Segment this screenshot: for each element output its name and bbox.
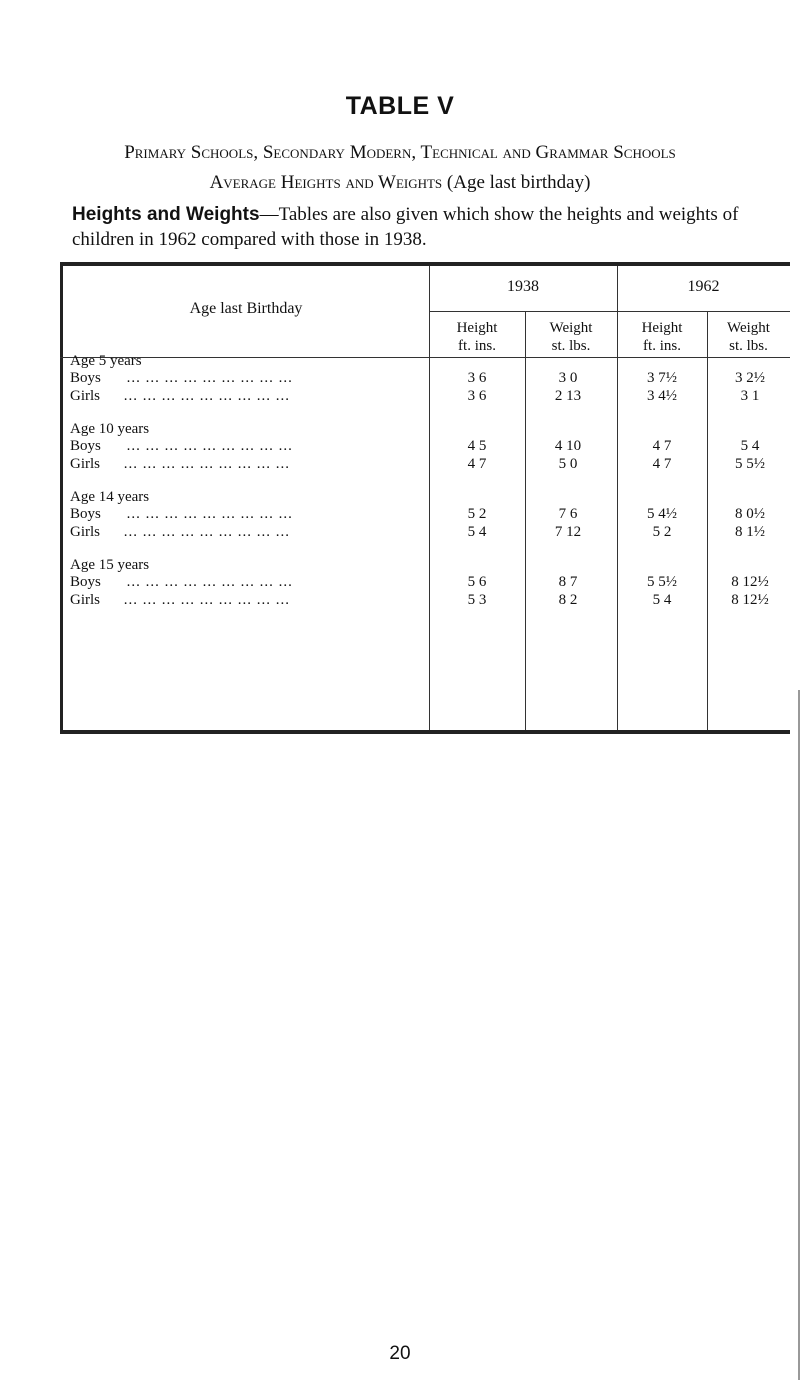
subtitle-averages-main: Average Heights and Weights bbox=[209, 172, 443, 193]
row-label-text: Girls bbox=[70, 592, 100, 608]
subtitle-averages bbox=[0, 172, 800, 194]
weight-1938-header bbox=[525, 319, 617, 355]
intro-body: —Tables are also given which show the heights and weights of children in 1962 compared with those in 1938. bbox=[72, 204, 739, 250]
cell-age10-boys-h1962: 4 7 bbox=[652, 438, 672, 454]
intro-paragraph bbox=[72, 202, 792, 252]
table-bottom-rule bbox=[60, 730, 790, 734]
row-age15-boys bbox=[70, 574, 293, 591]
cell-age14-boys-w1938: 7 6 bbox=[558, 506, 578, 522]
row-label-text: Girls bbox=[70, 456, 100, 472]
cell-age5-boys-w1938: 3 0 bbox=[558, 370, 578, 386]
cell-age15-girls-w1962: 8 12½ bbox=[731, 592, 769, 608]
cell-age5-girls-w1962: 3 1 bbox=[740, 388, 760, 404]
cell-age15-boys-h1962: 5 5½ bbox=[647, 574, 677, 590]
col-divider-1962 bbox=[707, 312, 708, 730]
cell-age10-girls-h1962: 4 7 bbox=[652, 456, 672, 472]
leader-dots: ... ... ... ... ... ... ... ... ... bbox=[123, 388, 290, 404]
cell-age14-girls-h1938: 5 4 bbox=[467, 524, 487, 540]
leader-dots: ... ... ... ... ... ... ... ... ... bbox=[123, 524, 290, 540]
weight-1962-label: Weight bbox=[727, 320, 770, 336]
row-age14-boys bbox=[70, 506, 293, 523]
cell-age10-girls-h1938: 4 7 bbox=[467, 456, 487, 472]
row-label-text: Boys bbox=[70, 438, 101, 454]
height-1962-unit: ft. ins. bbox=[643, 338, 681, 354]
weight-1938-label: Weight bbox=[549, 320, 593, 336]
cell-age14-boys-h1962: 5 4½ bbox=[647, 506, 677, 522]
row-label-text: Girls bbox=[70, 388, 100, 404]
cell-age10-boys-w1962: 5 4 bbox=[740, 438, 760, 454]
cell-age5-boys-h1962: 3 7½ bbox=[647, 370, 677, 386]
cell-age10-girls-w1962: 5 5½ bbox=[735, 456, 765, 472]
row-age10-girls bbox=[70, 456, 290, 473]
year-1962-header: 1962 bbox=[687, 278, 720, 295]
cell-age10-boys-h1938: 4 5 bbox=[467, 438, 487, 454]
row-age5-girls bbox=[70, 388, 290, 405]
header-rule bbox=[60, 357, 790, 358]
height-1938-unit: ft. ins. bbox=[458, 338, 496, 354]
cell-age14-boys-w1962: 8 0½ bbox=[735, 506, 765, 522]
heights-weights-table bbox=[60, 262, 790, 734]
cell-age5-girls-h1938: 3 6 bbox=[467, 388, 487, 404]
row-label-text: Boys bbox=[70, 506, 101, 522]
row-age14-girls bbox=[70, 524, 290, 541]
leader-dots: ... ... ... ... ... ... ... ... ... bbox=[126, 506, 293, 522]
subtitle-age-note: (Age last birthday) bbox=[446, 172, 591, 193]
leader-dots: ... ... ... ... ... ... ... ... ... bbox=[126, 574, 293, 590]
table-title: TABLE V bbox=[345, 92, 455, 120]
row-age5-boys bbox=[70, 370, 293, 387]
page-number: 20 bbox=[389, 1343, 411, 1364]
leader-dots: ... ... ... ... ... ... ... ... ... bbox=[123, 456, 290, 472]
group-age-10: Age 10 years bbox=[70, 421, 150, 437]
cell-age14-boys-h1938: 5 2 bbox=[467, 506, 487, 522]
group-age-14: Age 14 years bbox=[70, 489, 150, 505]
weight-1962-header bbox=[707, 319, 790, 355]
cell-age14-girls-h1962: 5 2 bbox=[652, 524, 672, 540]
table-top-rule bbox=[60, 262, 790, 266]
height-1938-header bbox=[429, 319, 525, 355]
table-left-rule bbox=[60, 262, 63, 734]
leader-dots: ... ... ... ... ... ... ... ... ... bbox=[123, 592, 290, 608]
cell-age5-boys-h1938: 3 6 bbox=[467, 370, 487, 386]
age-header: Age last Birthday bbox=[189, 300, 303, 317]
cell-age10-girls-w1938: 5 0 bbox=[558, 456, 578, 472]
weight-1938-unit: st. lbs. bbox=[551, 338, 591, 354]
height-1962-header bbox=[617, 319, 707, 355]
subtitle-schools: Primary Schools, Secondary Modern, Technical and Grammar Schools bbox=[124, 142, 676, 163]
cell-age15-boys-w1962: 8 12½ bbox=[731, 574, 769, 590]
leader-dots: ... ... ... ... ... ... ... ... ... bbox=[126, 438, 293, 454]
cell-age15-girls-w1938: 8 2 bbox=[558, 592, 578, 608]
year-1938-header: 1938 bbox=[507, 278, 539, 295]
year-underline bbox=[429, 311, 790, 312]
height-1962-label: Height bbox=[641, 320, 683, 336]
row-label-text: Boys bbox=[70, 574, 101, 590]
group-age-5: Age 5 years bbox=[70, 353, 142, 369]
cell-age15-boys-h1938: 5 6 bbox=[467, 574, 487, 590]
cell-age5-girls-w1938: 2 13 bbox=[554, 388, 582, 404]
group-age-15: Age 15 years bbox=[70, 557, 150, 573]
cell-age5-boys-w1962: 3 2½ bbox=[735, 370, 765, 386]
intro-lead: Heights and Weights bbox=[72, 204, 260, 225]
cell-age15-girls-h1938: 5 3 bbox=[467, 592, 487, 608]
cell-age15-girls-h1962: 5 4 bbox=[652, 592, 672, 608]
row-age15-girls bbox=[70, 592, 290, 609]
weight-1962-unit: st. lbs. bbox=[729, 338, 768, 354]
cell-age14-girls-w1938: 7 12 bbox=[554, 524, 582, 540]
height-1938-label: Height bbox=[456, 320, 498, 336]
cell-age14-girls-w1962: 8 1½ bbox=[735, 524, 765, 540]
row-age10-boys bbox=[70, 438, 293, 455]
leader-dots: ... ... ... ... ... ... ... ... ... bbox=[126, 370, 293, 386]
row-label-text: Boys bbox=[70, 370, 101, 386]
cell-age15-boys-w1938: 8 7 bbox=[558, 574, 578, 590]
cell-age5-girls-h1962: 3 4½ bbox=[647, 388, 677, 404]
col-divider-1938 bbox=[525, 312, 526, 730]
row-label-text: Girls bbox=[70, 524, 100, 540]
cell-age10-boys-w1938: 4 10 bbox=[554, 438, 582, 454]
